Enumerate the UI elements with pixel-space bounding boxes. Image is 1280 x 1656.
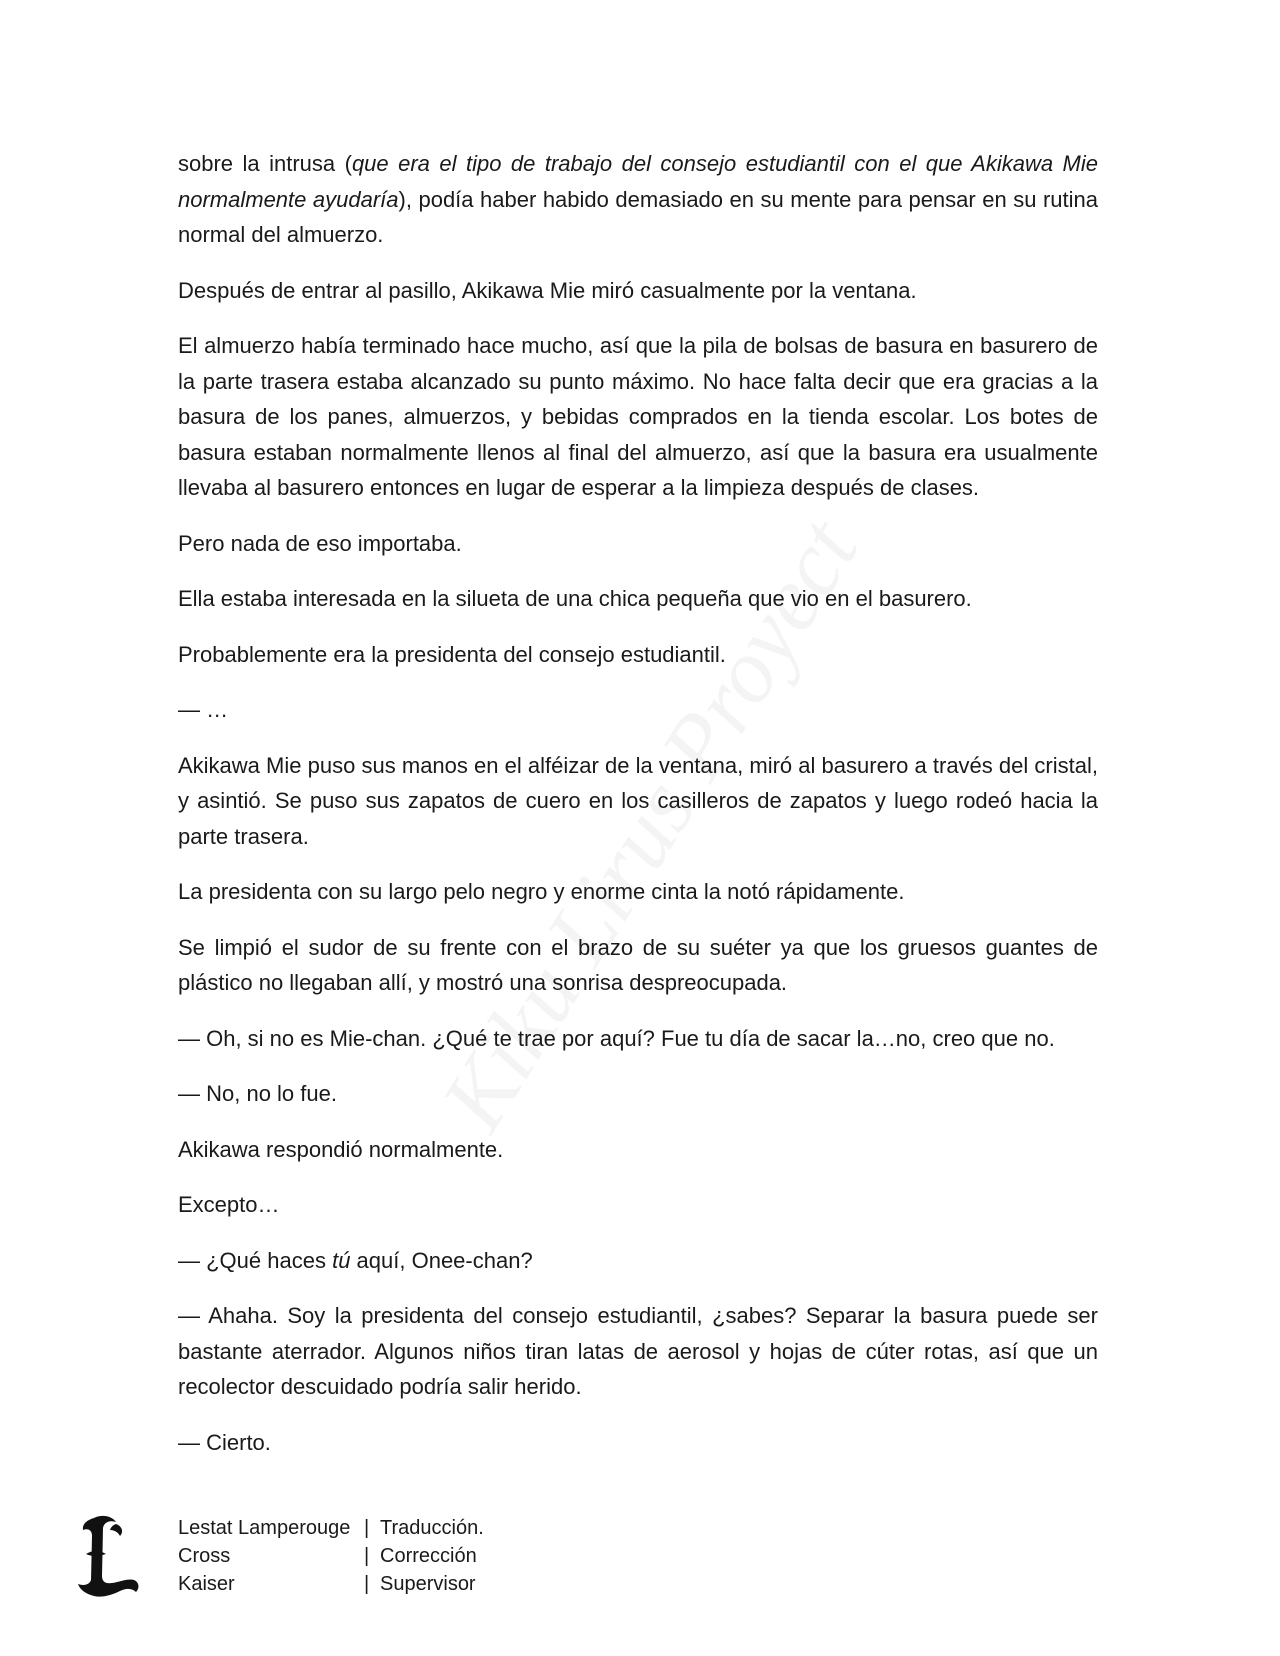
paragraph [178, 146, 1098, 253]
credit-row [178, 1570, 484, 1598]
text-run: La presidenta con su largo pelo negro y enorme cinta la notó rápidamente. [178, 879, 905, 904]
text-run: — Cierto. [178, 1429, 271, 1455]
paragraph [178, 1425, 1098, 1461]
credit-role: Traducción. [380, 1517, 484, 1539]
paragraph [178, 1243, 1098, 1279]
paragraph [178, 526, 1098, 562]
credit-separator: | [364, 1573, 370, 1595]
text-run: — Oh, si no es Mie-chan. ¿Qué te trae por aquí? Fue tu día de sacar la…no, creo que no. [178, 1025, 1055, 1051]
paragraph [178, 328, 1098, 506]
credit-name: Cross [178, 1545, 231, 1567]
paragraph [178, 581, 1098, 617]
text-run: Akikawa respondió normalmente. [178, 1136, 504, 1162]
italic-text: que era el tipo de trabajo del consejo estudiantil con el que Akikawa Mie normalmente ayudaría [178, 151, 1098, 212]
paragraph [178, 692, 1098, 728]
paragraph [178, 637, 1098, 673]
credit-role: Supervisor [380, 1573, 476, 1595]
credit-role: Corrección [380, 1545, 477, 1567]
gothic-L-icon [76, 1514, 142, 1602]
text-run: Excepto… [178, 1192, 280, 1217]
paragraph [178, 1076, 1098, 1112]
document-body [178, 146, 1098, 1480]
text-run: — No, no lo fue. [178, 1081, 337, 1106]
page-footer [76, 1514, 676, 1614]
text-run: Pero nada de eso importaba. [178, 530, 462, 556]
credit-separator: | [364, 1545, 370, 1567]
text-run: — Ahaha. Soy la presidenta del consejo estudiantil, ¿sabes? Separar la basura puede ser bastante aterrador. Algunos niños tiran latas de aerosol y hojas de cúter rotas, así que un recolector descuidado podría salir herido. [178, 1303, 1098, 1399]
text-run: — … [178, 697, 229, 722]
text-run: Se limpió el sudor de su frente con el brazo de su suéter ya que los gruesos guantes de plástico no llegaban allí, y mostró una sonrisa despreocupada. [178, 934, 1098, 995]
text-run: Ella estaba interesada en la silueta de una chica pequeña que vio en el basurero. [178, 586, 972, 611]
paragraph [178, 273, 1098, 309]
text-run: ), podía haber habido demasiado en su mente para pensar en su rutina normal del almuerzo. [178, 186, 1099, 247]
credit-row [178, 1514, 484, 1542]
italic-text: tú [332, 1247, 351, 1273]
credit-separator: | [364, 1517, 370, 1539]
paragraph [178, 1187, 1098, 1223]
paragraph [178, 748, 1098, 855]
paragraph [178, 930, 1098, 1001]
paragraph [178, 1298, 1098, 1405]
paragraph [178, 874, 1098, 910]
paragraph [178, 1132, 1098, 1168]
credit-name: Kaiser [178, 1573, 235, 1595]
paragraph [178, 1021, 1098, 1057]
text-run: El almuerzo había terminado hace mucho, así que la pila de bolsas de basura en basurero de la parte trasera estaba alcanzado su punto máximo. No hace falta decir que era gracias a la basura de los panes, almuerzos, y bebidas comprados en la tienda escolar. Los botes de basura estaban normalmente llenos al final del almuerzo, así que la basura era usualmente llevaba al basurero entonces en lugar de esperar a la limpieza después de clases. [178, 333, 1098, 500]
credits-list [178, 1514, 484, 1598]
text-run: aquí, Onee-chan? [350, 1247, 533, 1273]
text-run: Después de entrar al pasillo, Akikawa Mie miró casualmente por la ventana. [178, 277, 917, 303]
credit-name: Lestat Lamperouge [178, 1517, 351, 1539]
text-run: — ¿Qué haces [178, 1247, 333, 1273]
text-run: Akikawa Mie puso sus manos en el alféizar de la ventana, miró al basurero a través del cristal, y asintió. Se puso sus zapatos de cuero en los casilleros de zapatos y luego rodeó hacia la parte trasera. [178, 752, 1098, 849]
text-run: sobre la intrusa ( [178, 151, 352, 176]
credit-row [178, 1542, 484, 1570]
text-run: Probablemente era la presidenta del consejo estudiantil. [178, 641, 726, 667]
